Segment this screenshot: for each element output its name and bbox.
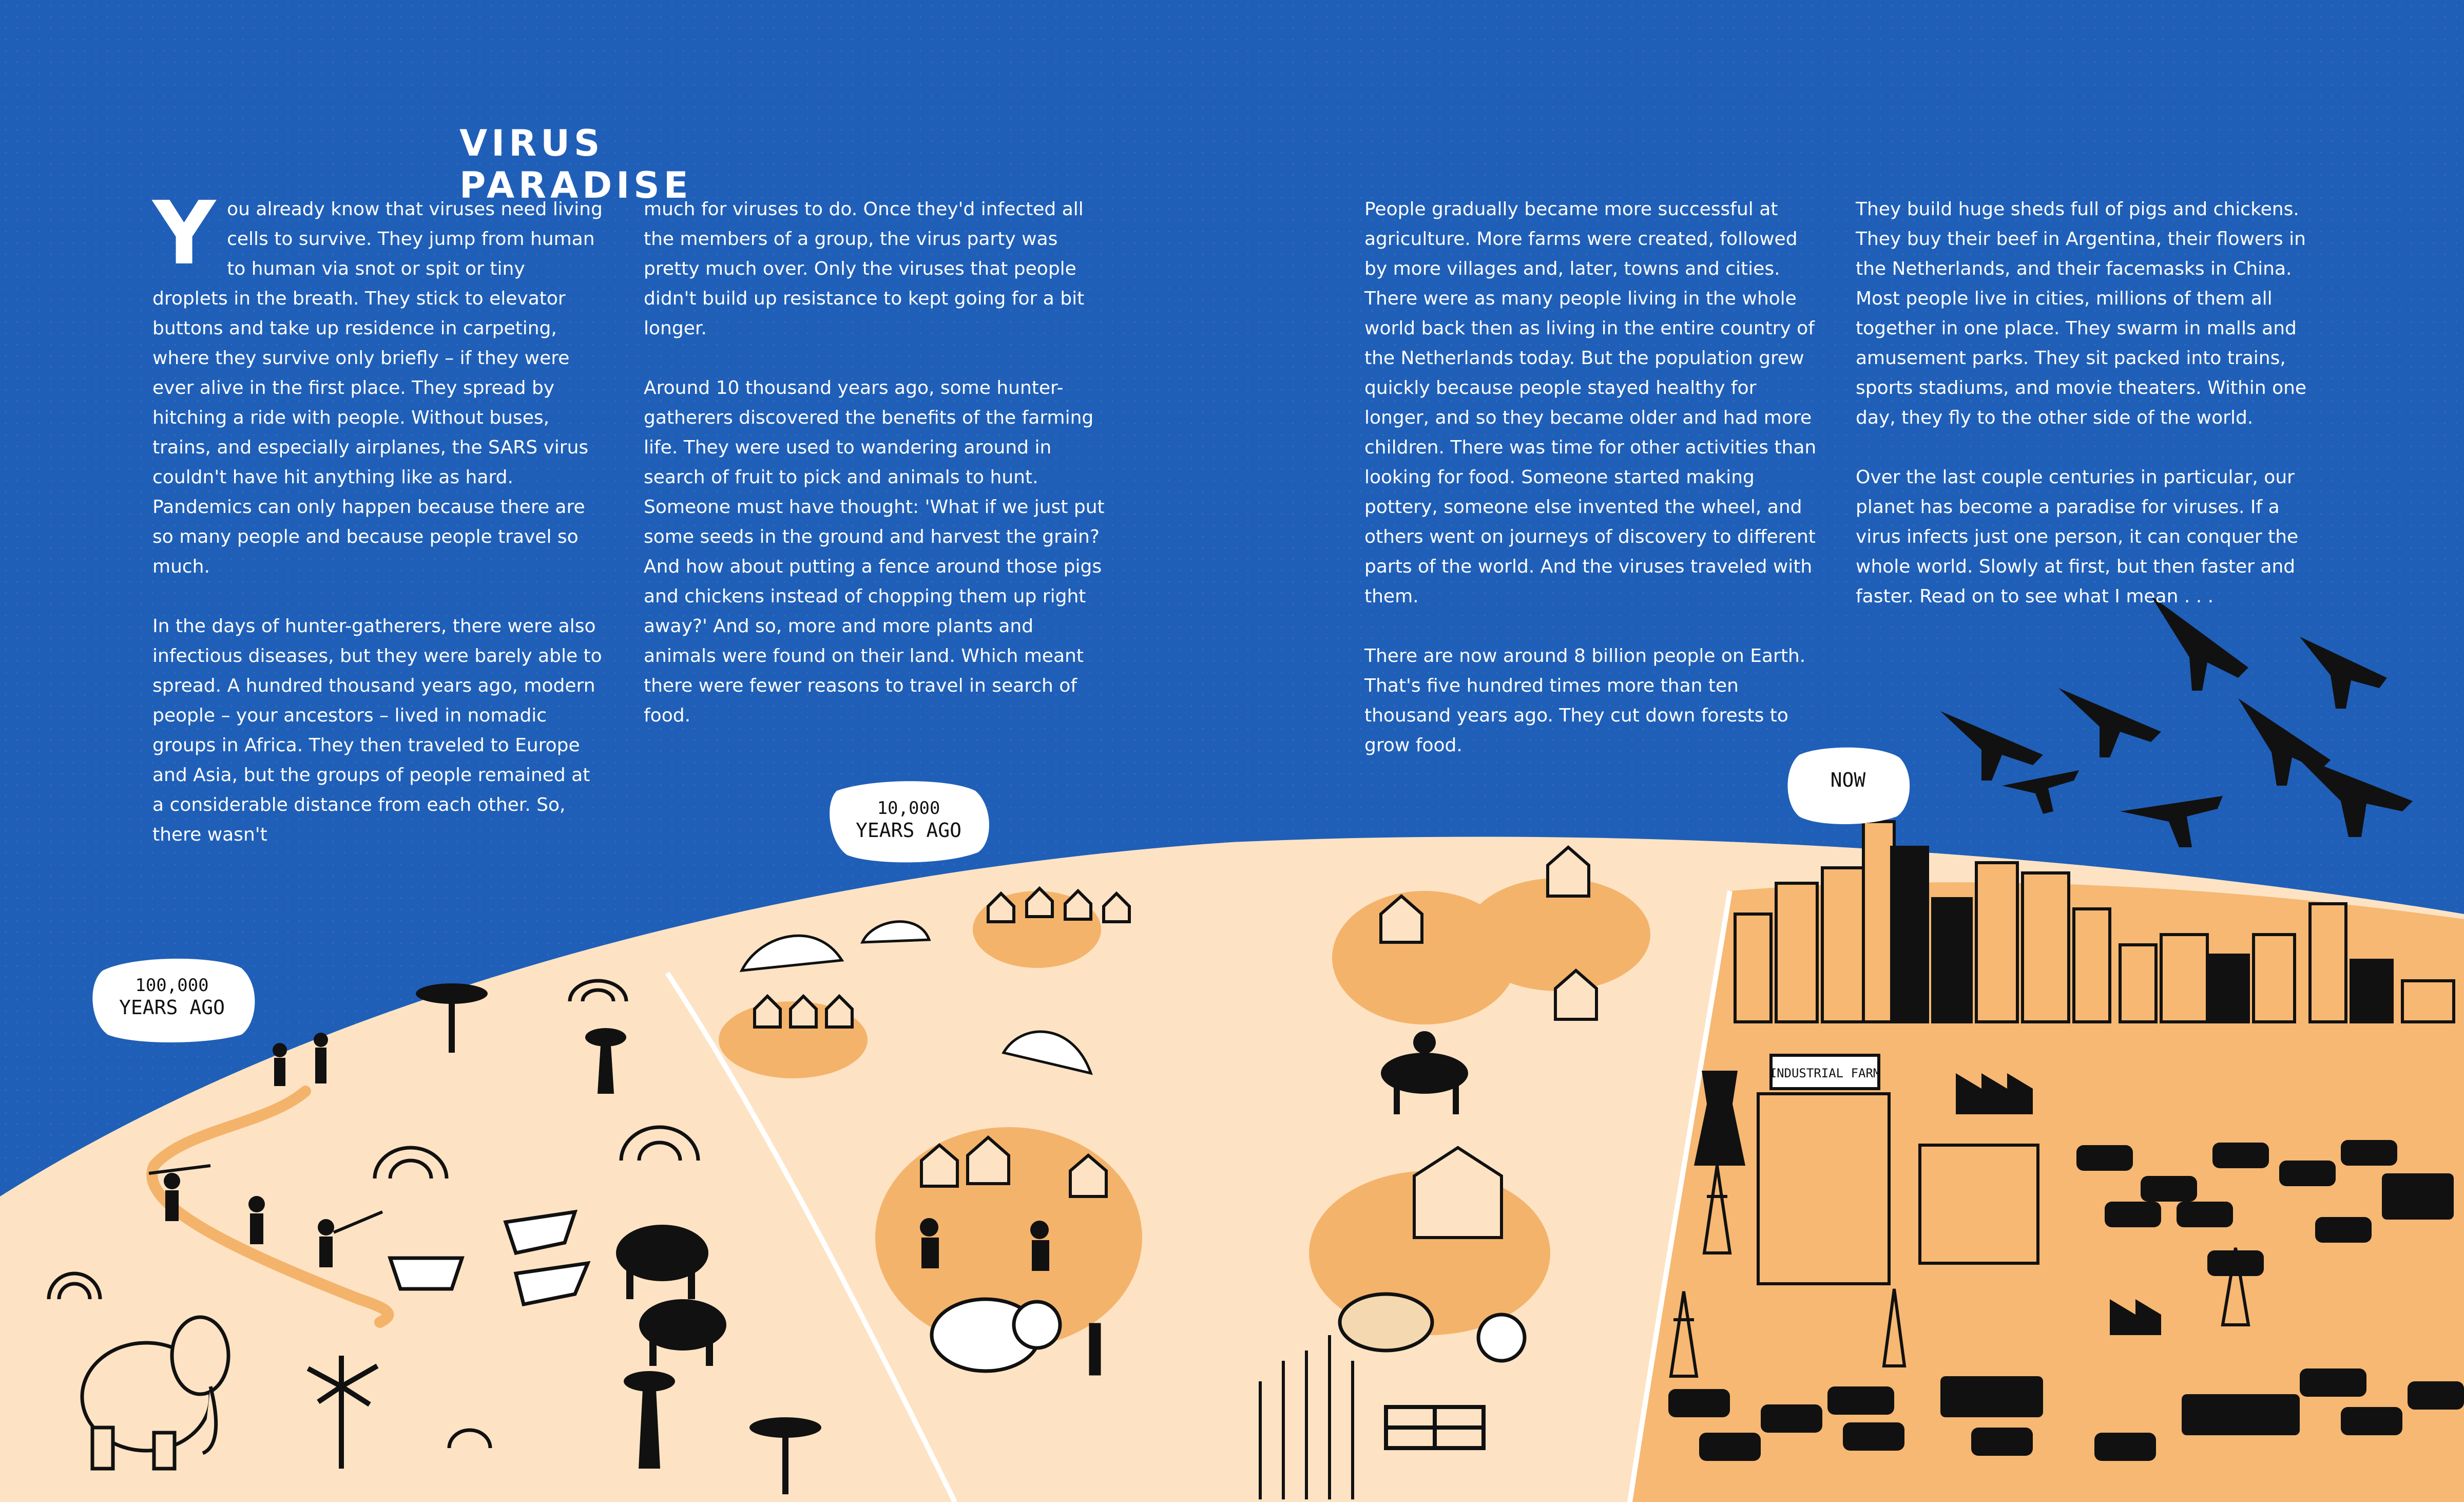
bubble-10000-line1: 10,000 [877,798,940,819]
drop-cap: Y [152,183,216,284]
paragraph: Over the last couple centuries in particular, our planet has become a paradise for viruses. If a virus infects just one person, it can conquer the whole world. Slowly at first, but then faster and faster. Read on to see what I mean . . . [1856,467,2299,607]
paragraph: much for viruses to do. Once they'd infected all the members of a group, the virus party was pretty much over. Only the viruses that people didn't build up resistance to kept going for a bit longer. [644,199,1085,339]
paragraph: In the days of hunter-gatherers, there were also infectious diseases, but they were barely able to spread. A hundred thousand years ago, modern people – your ancestors – lived in nomadic groups in Africa. They then traveled to Europe and Asia, but the groups of people remained at a considerable distance from each other. So, there wasn't [152,616,602,845]
paragraph: People gradually became more successful at agriculture. More farms were created, followed by more villages and, later, towns and cities. There were as many people living in the whole world back then as living in the entire country of the Netherlands today. But the population grew quickly because people stayed healthy for longer, and so they became older and had more children. There was time for other activities than looking for food. Someone started making pottery, someone else invented the wheel, and others went on journeys of discovery to different parts of the world. And the viruses traveled with them. [1364,199,1817,607]
industrial-farm-sign: INDUSTRIAL FARM [1769,1066,1881,1080]
paragraph: Around 10 thousand years ago, some hunter-gatherers discovered the benefits of the farming life. They were used to wandering around in search of fruit to pick and animals to hunt. Someone must have thought: 'What if we just put some seeds in the ground and harvest the grain? And how about putting a fence around those pigs and chickens instead of chopping them up right away?' And so, more and more plants and animals were found on their land. Which meant there were fewer reasons to travel in search of food. [644,377,1105,726]
paragraph-text: ou already know that viruses need living cells to survive. They jump from human to human via snot or spit or tiny droplets in the breath. They stick to elevator buttons and take up residence in carpeting, where they survive only briefly – if they were ever alive in the first place. They spread by hitching a ride with people. Without buses, trains, and especially airplanes, the SARS virus couldn't have hit anything like as hard. Pandemics can only happen because there are so many people and because people travel so much. [152,199,603,577]
text-column-3 [1364,195,1821,790]
bubble-100000-line2: YEARS AGO [119,996,225,1019]
text-column-4 [1856,195,2328,641]
page-title: VIRUS PARADISE [459,122,692,206]
paragraph: There are now around 8 billion people on Earth. That's five hundred times more than ten thousand years ago. They cut down forests to grow food. [1364,645,1806,756]
bubble-100000-line1: 100,000 [135,975,209,996]
bubble-10000-years [830,781,989,862]
text-column-1 [152,183,604,880]
bubble-now-label: NOW [1830,769,1866,791]
text-column-2 [644,195,1106,760]
bubble-10000-line2: YEARS AGO [856,819,961,842]
paragraph [152,183,604,582]
paragraph: They build huge sheds full of pigs and chickens. They buy their beef in Argentina, their flowers in the Netherlands, and their facemasks in China. Most people live in cities, millions of them all together in one place. They swarm in malls and amusement parks. They sit packed into trains, sports stadiums, and movie theaters. Within one day, they fly to the other side of the world. [1856,199,2307,428]
bubble-100000-years [92,959,255,1042]
